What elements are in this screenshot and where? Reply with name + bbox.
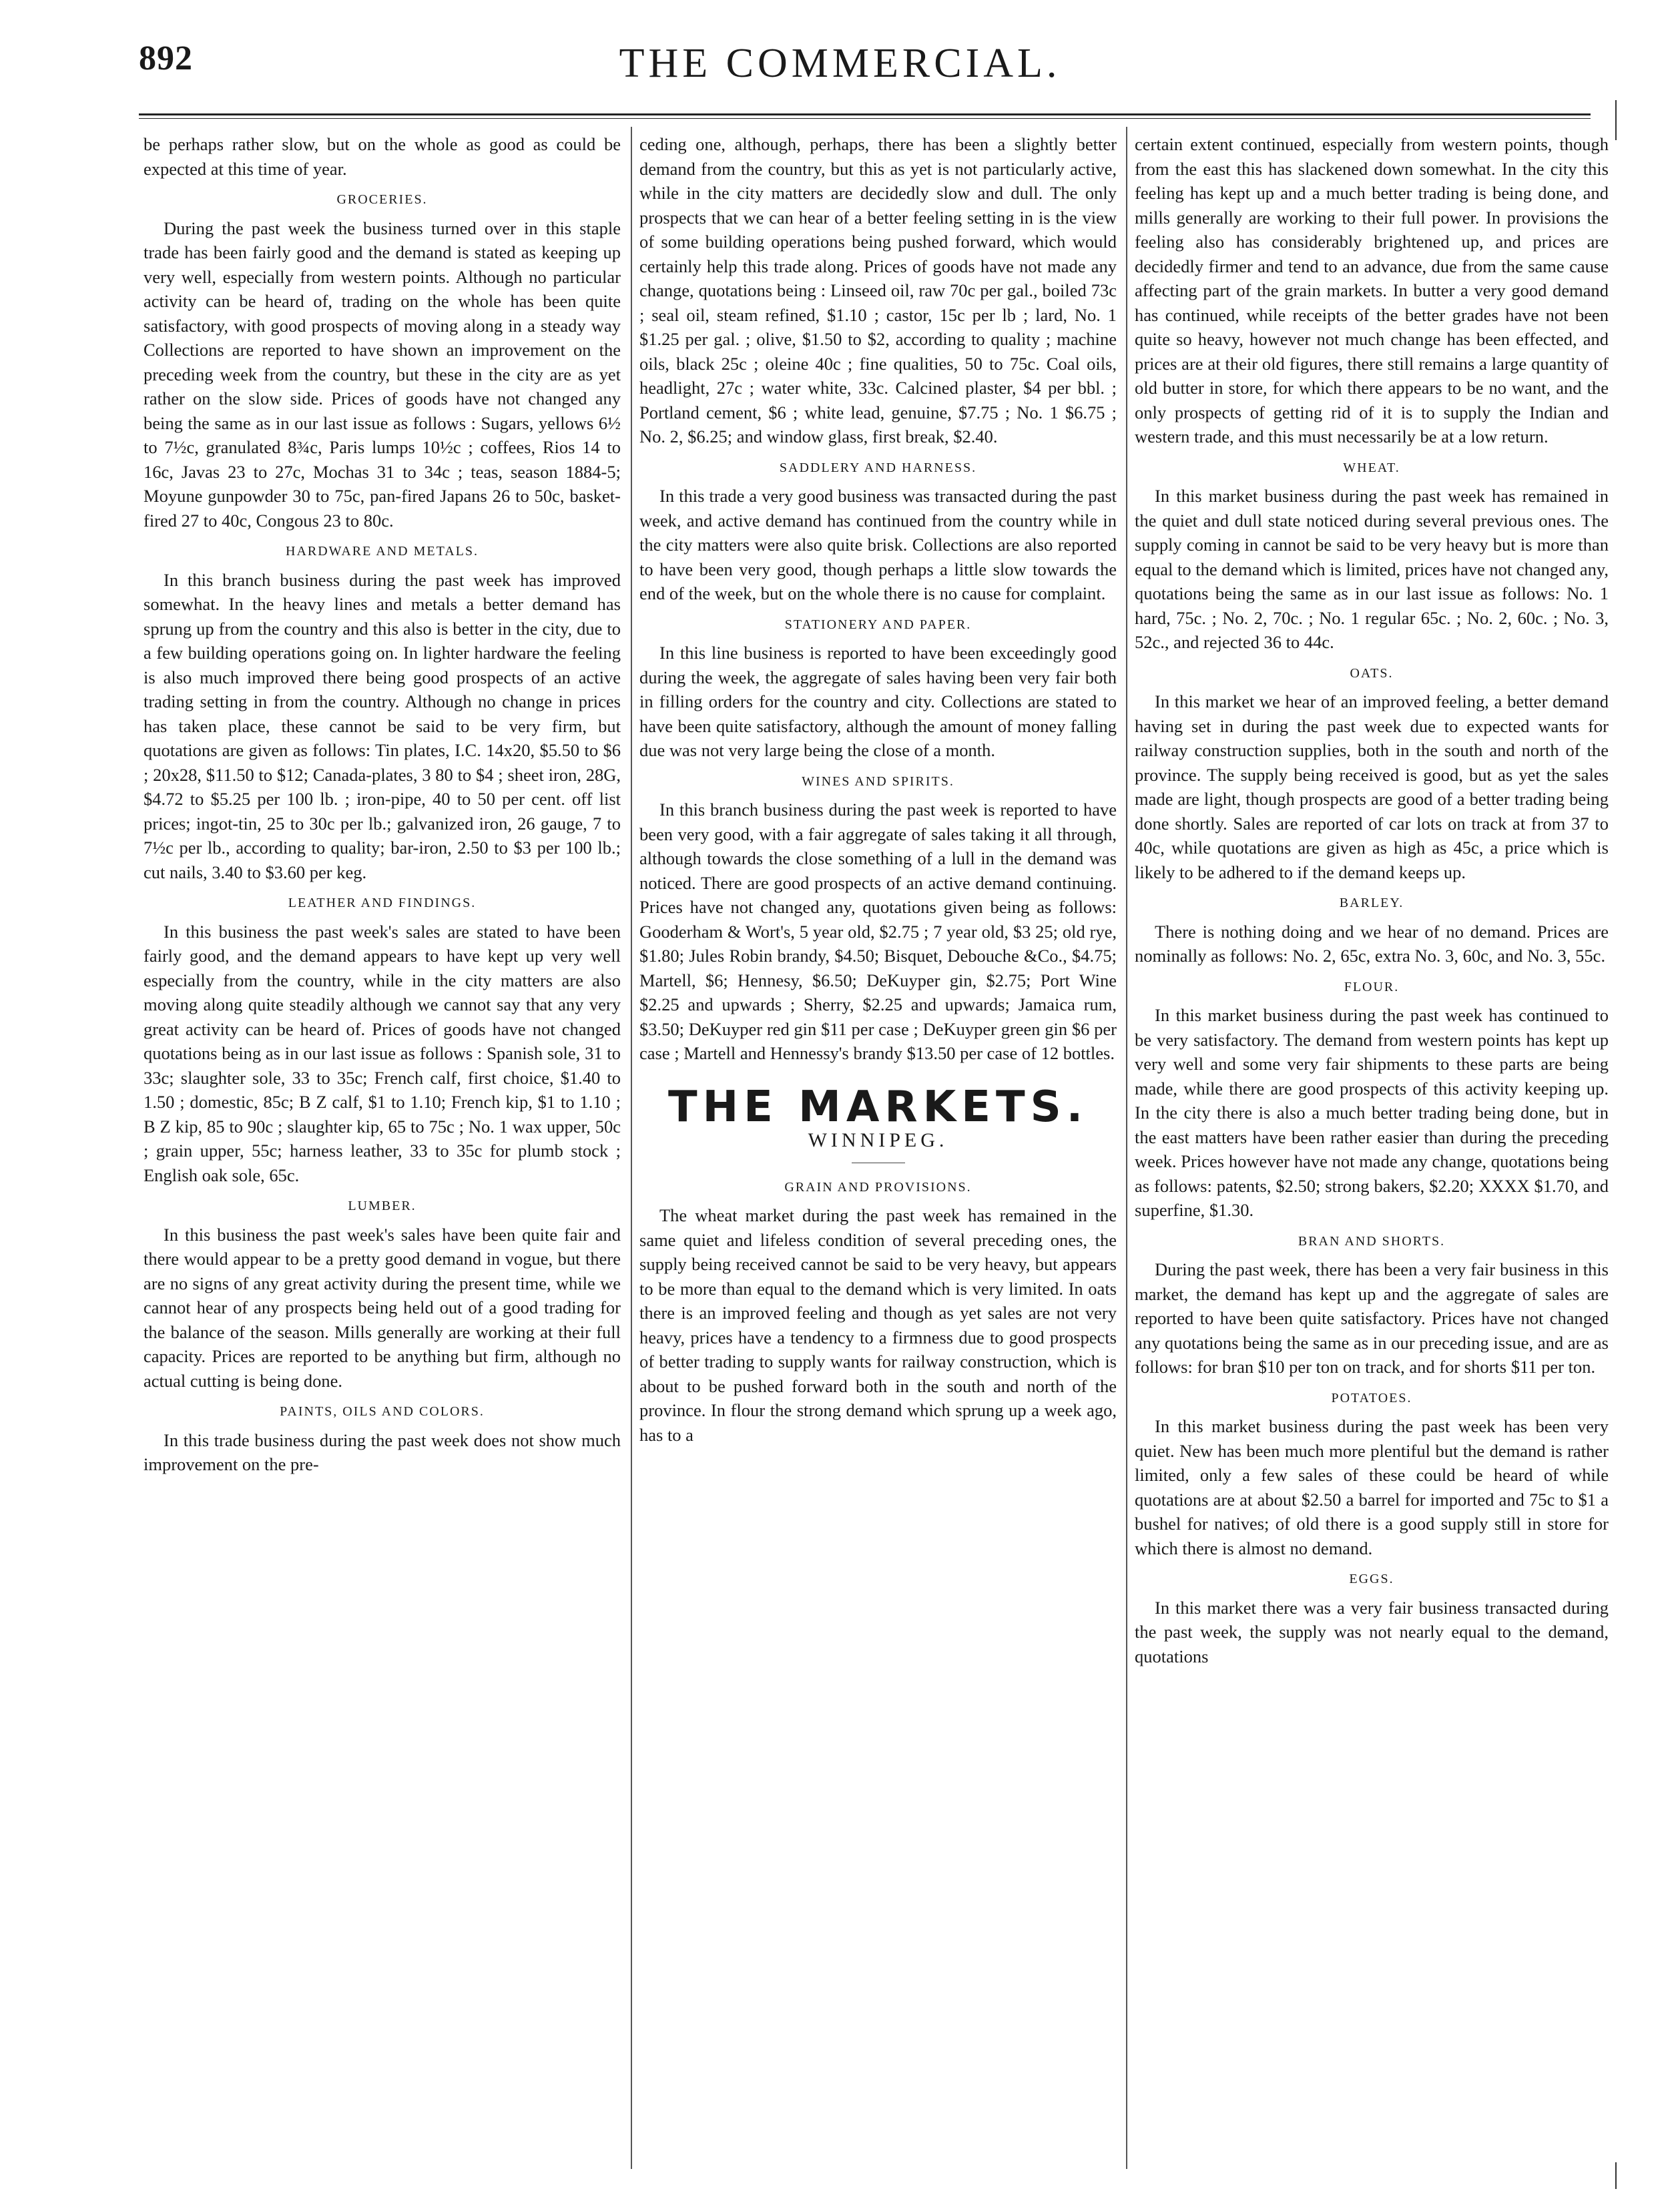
grain-text: The wheat market during the past week has remained in the same quiet and lifeless condition of several preceding ones, the supply being received cannot be said to be very heavy, but appears to be more than equal to the demand which is very limited. In oats there is an improved feeling and though as yet sales are not very heavy, prices have a tendency to a firmness due to good prospects of better trading to supply wants for railway construction, which is about to be pushed forward both in the south and north of the province. In flour the strong demand which sprung up a week ago, has to a [639, 1205, 1117, 1445]
paints-continued-text: ceding one, although, perhaps, there has been a slightly better demand from the country, but this as yet is not particularly active, while in the city matters are decidedly slow and dull. The only prospects that we can hear of a better feeling setting in is the view of some building operations being pushed forward, which would certainly help this trade along. Prices of goods have not made any change, quotations being : Linseed oil, raw 70c per gal., boiled 73c ; seal oil, steam refined, $1.10 ; castor, 15c per lb ; lard, No. 1 $1.25 per gal. ; olive, $1.50 to $2, according to quality ; machine oils, black 25c ; oleine 40c ; fine qualities, 50 to 75c. Coal oils, headlight, 27c ; water white, 33c. Calcined plaster, $4 per bbl. ; Portland cement, $6 ; white lead, genuine, $7.75 ; No. 1 $6.75 ; No. 2, $6.25; and window glass, first break, $2.40. [639, 134, 1117, 446]
masthead-rule-thin [139, 118, 1591, 119]
column-2 [639, 132, 1117, 2174]
leather-heading: LEATHER AND FINDINGS. [288, 896, 477, 910]
masthead-title: THE COMMERCIAL. [619, 41, 1061, 86]
masthead-rule [139, 113, 1591, 115]
saddlery-heading: SADDLERY AND HARNESS. [779, 460, 977, 475]
flour-heading: FLOUR. [1344, 979, 1400, 994]
hardware-heading: HARDWARE AND METALS. [286, 544, 479, 559]
markets-title: THE MARKETS. [667, 1082, 1089, 1132]
paints-heading: PAINTS, OILS AND COLORS. [280, 1404, 485, 1419]
grain-heading: GRAIN AND PROVISIONS. [784, 1179, 972, 1195]
column-3 [1135, 132, 1609, 2174]
column-divider-2 [1126, 127, 1127, 2169]
potatoes-heading: POTATOES. [1331, 1390, 1412, 1405]
eggs-text: In this market there was a very fair business transacted during the past week, the supply was not nearly equal to the demand, quotations [1135, 1597, 1609, 1666]
lumber-text: In this business the past week's sales have been quite fair and there would appear to be a pretty good demand in vogue, but there are no signs of any great activity during the present time, while we cannot hear of any prospects being held out of a good trading for the balance of the season. Mills generally are working at their full capacity. Prices are reported to be anything but firm, although no actual cutting is being done. [144, 1224, 621, 1391]
stationery-text: In this line business is reported to have been exceedingly good during the week, the aggregate of sales having been very fair both in filling orders for the country and city. Collections are stated to have been quite satisfactory, although the amount of money falling due was not very large being the close of a month. [639, 643, 1117, 760]
grain-continued-text: certain extent continued, especially from western points, though from the east this has slackened down somewhat. In the city this feeling has kept up and a much better trading is being done, and mills generally are working to their full power. In provisions the feeling also has considerably brightened up, and prices are decidedly firmer and tend to an advance, due from the same cause affecting part of the grain markets. In butter a very good demand has continued, while receipts of the better grades have not been quite so heavy, however not much change has been effected, and prices are at their old figures, there still remains a large quantity of old butter in store, for which there appears to be no want, and the only prospects of getting rid of it is to supply the Indian and western trade, and this must necessarily be at a low return. [1135, 134, 1609, 446]
leather-text: In this business the past week's sales are stated to have been fairly good, and the demand appears to have kept up very well especially from the country, while in the city matters are also moving along quite steadily although we cannot say that any very great activity can be heard of. Prices of goods have not changed quotations being as in our last issue as follows : Spanish sole, 31 to 33c; slaughter sole, 33 to 35c; French calf, first choice, $1.40 to 1.50 ; domestic, 85c; B Z calf, $1 to 1.10; French kip, $1 to 1.10 ; B Z kip, 85 to 90c ; slaughter kip, 65 to 75c ; No. 1 wax upper, 50c ; grain upper, 55c; harness leather, 33 to 35c for plumb stock ; English oak sole, 65c. [144, 921, 621, 1185]
paints-text: In this trade business during the past week does not show much improvement on the pre- [144, 1430, 621, 1474]
wheat-text: In this market business during the past week has remained in the quiet and dull state noticed during several previous ones. The supply coming in cannot be said to be very heavy but is more than equal to the demand which is limited, prices have not changed any, quotations being the same as in our last issue as follows: No. 1 hard, 75c. ; No. 2, 70c. ; No. 1 regular 65c. ; No. 2, 60c. ; No. 3, 52c., and rejected 36 to 44c. [1135, 486, 1609, 652]
eggs-heading: EGGS. [1349, 1572, 1394, 1586]
groceries-text: During the past week the business turned over in this staple trade has been fairly good and the demand is stated as keeping up very well, especially from western points. Although no particular activity can be heard of, trading on the whole has been quite satisfactory, with good prospects of moving along in a steady way Collections are reported to have shown an improvement on the preceding week from the country, but these in the city are as yet rather on the slow side. Prices of goods have not changed any being the same as in our last issue as follows : Sugars, yellows 6½ to 7½c, granulated 8¾c, Paris lumps 10½c ; coffees, Rios 14 to 16c, Javas 23 to 27c, Mochas 31 to 34c ; teas, season 1884-5; Moyune gunpowder 30 to 75c, pan-fired Japans 26 to 50c, basket-fired 27 to 40c, Congous 23 to 80c. [144, 218, 621, 531]
saddlery-text: In this trade a very good business was transacted during the past week, and active demand has continued from the country while in the city matters were also quite brisk. Collections are also reported to have been very good, though perhaps a little slow towards the end of the week, but on the whole there is no cause for complaint. [639, 486, 1117, 603]
column-divider-1 [631, 127, 632, 2169]
stationery-heading: STATIONERY AND PAPER. [784, 617, 972, 632]
wines-text: In this branch business during the past week is reported to have been very good, with a fair aggregate of sales taking it all through, although towards the close something of a lull in the demand was noticed. There are good prospects of an active demand continuing. Prices have not changed any, quotations given being as follows: Gooderham & Wort's, 5 year old, $2.75 ; 7 year old, $3 25; old rye, $1.80; Jules Robin brandy, $4.50; Bisquet, Debouche &Co., $4.75; Martell, $6; Hennesy, $6.50; DeKuyper gin, $2.75; Port Wine $2.25 and upwards ; Sherry, $2.25 and upwards; Jamaica rum, $3.50; DeKuyper red gin $11 per case ; DeKuyper green gin $6 per case ; Martell and Hennessy's brandy $13.50 per case of 12 bottles. [639, 800, 1117, 1063]
oats-text: In this market we hear of an improved feeling, a better demand having set in during the past week due to expected wants for railway construction supplies, both in the south and north of the province. The supply being received is good, but as yet the sales made are light, though prospects are good of a better trading being done shortly. Sales are reported of car lots on track at from 37 to 40c, while quotations are given as high as 45c, a price which is likely to be adhered to if the demand keeps up. [1135, 691, 1609, 882]
barley-text: There is nothing doing and we hear of no demand. Prices are nominally as follows: No. 2, 65c, extra No. 3, 60c, and No. 3, 55c. [1135, 921, 1609, 966]
groceries-heading: GROCERIES. [336, 192, 428, 207]
potatoes-text: In this market business during the past week has been very quiet. New has been much more plentiful but the demand is rather limited, only a few sales of these could be heard of while quotations are at about $2.50 a barrel for imported and 75c to $1 a bushel for natives; of old there is a good supply still in store for which there is almost no demand. [1135, 1416, 1609, 1558]
lumber-heading: LUMBER. [348, 1199, 416, 1213]
right-edge-mark-bottom [1615, 2162, 1617, 2189]
page-number: 892 [139, 39, 193, 77]
wines-heading: WINES AND SPIRITS. [802, 773, 954, 789]
barley-heading: BARLEY. [1339, 896, 1404, 910]
hardware-text: In this branch business during the past week has improved somewhat. In the heavy lines and metals a better demand has sprung up from the country and this also is better in the city, due to a few building operations going on. In lighter hardware the feeling is also much improved there being good prospects of an active trading setting in from the country. Although no change in prices has taken place, these cannot be said to be very firm, but quotations are given as follows: Tin plates, I.C. 14x20, $5.50 to $6 ; 20x28, $11.50 to $12; Canada-plates, 3 80 to $4 ; sheet iron, 28G, $4.72 to $5.25 per 100 lb. ; iron-pipe, 40 to 50 per cent. off list prices; ingot-tin, 25 to 30c per lb.; galvanized iron, 26 gauge, 7 to 7½c per lb., according to quality; bar-iron, 2.50 to $3 per 100 lb.; cut nails, 3.40 to $3.60 per keg. [144, 569, 621, 882]
markets-city: WINNIPEG. [808, 1129, 948, 1151]
bran-text: During the past week, there has been a very fair business in this market, the demand has kept up and the aggregate of sales are reported to have been quite satisfactory. Prices have not changed any quotations being the same as in our preceding issue, and are as follows: for bran $10 per ton on track, and for shorts $11 per ton. [1135, 1259, 1609, 1377]
column1-intro: be perhaps rather slow, but on the whole as good as could be expected at this time of year. [144, 134, 621, 179]
flour-text: In this market business during the past week has continued to be very satisfactory. The demand from western points has kept up very well and some very fair shipments to these parts are being made, while there are good prospects of this activity keeping up. In the city there is also a much better trading being done, but in the east matters have been rather easier than during the preceding week. Prices however have not made any change, quotations being as follows: patents, $2.50; strong bakers, $2.20; XXXX $1.70, and superfine, $1.30. [1135, 1005, 1609, 1220]
bran-heading: BRAN AND SHORTS. [1298, 1233, 1446, 1249]
column-1 [144, 132, 621, 2174]
oats-heading: OATS. [1350, 665, 1394, 681]
right-edge-mark [1615, 100, 1617, 140]
wheat-heading: WHEAT. [1343, 460, 1400, 475]
